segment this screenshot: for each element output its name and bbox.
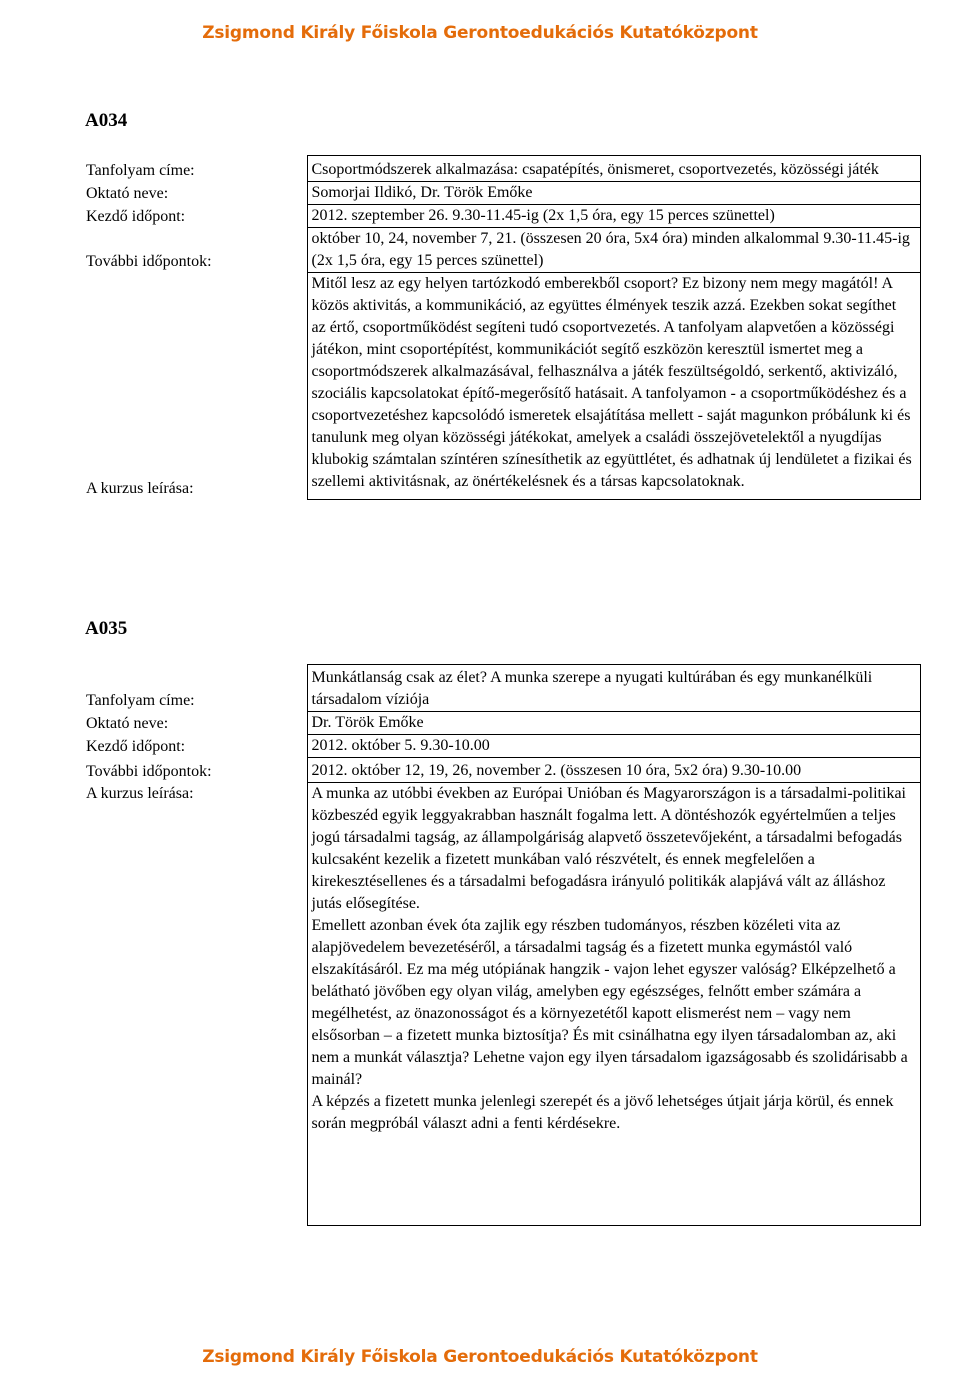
- course-title: Csoportmódszerek alkalmazása: csapatépítés, önismeret, csoportvezetés, közösségi játék: [307, 156, 920, 182]
- course-code: A034: [85, 110, 128, 131]
- field-label: Kezdő időpont:: [86, 207, 186, 225]
- table-row: [82, 156, 920, 182]
- table-row: [82, 783, 920, 1226]
- course-description: [307, 783, 920, 1226]
- table-row: [82, 712, 920, 735]
- table-row: [82, 228, 920, 273]
- course-description: Mitől lesz az egy helyen tartózkodó emberekből csoport? Ez bizony nem megy magától! A közös aktivitás, a kommunikáció, az együttes élmények teszik azzá. Ezekben sokat segíthet az értő, csoportműködést segíteni tudó csoportvezetés. A tanfolyam alapvetően a közösségi játékon, mint csoportépítést, kommunikációt segítő eszközön keresztül ismertet meg a csoportmódszerek alkalmazásával, felhasználva a játék feszültségoldó, serkentő, aktivizáló, szociális kapcsolatokat építő-megerősítő hatásait. A tanfolyamon - a csoportműködéshez és a csoportvezetéshez kapcsolódó ismeretek elsajátítása mellett - saját magunkon próbálunk ki és tanulunk meg olyan közösségi játékokat, amelyek a családi összejövetelektől a nyugdíjas klubokig számtalan színtéren színesíthetik az együttlétet, és adhatnak új lendületet a fizikai és szellemi aktivitásnak, az önértékelésnek és a társas kapcsolatoknak.: [307, 273, 920, 500]
- course-title: Munkátlanság csak az élet? A munka szerepe a nyugati kultúrában és egy munkanélküli társadalom víziója: [307, 665, 920, 712]
- field-label: Tanfolyam címe:: [86, 161, 195, 179]
- table-row: [82, 735, 920, 758]
- page-footer: Zsigmond Király Főiskola Gerontoedukációs Kutatóközpont: [202, 1347, 758, 1367]
- field-label: Tanfolyam címe:: [86, 691, 195, 709]
- table-row: [82, 273, 920, 500]
- course-code: A035: [85, 618, 128, 639]
- field-label: További időpontok:: [86, 252, 212, 270]
- description-paragraph: A munka az utóbbi években az Európai Unióban és Magyarországon is a társadalmi-politikai közbeszéd egyik leggyakrabban használt fogalma lett. A döntéshozók egyértelműen a teljes jogú társadalmi tagság, az állampolgáriság alapvető összetevőjeként, a társadalmi befogadás kulcsaként kezelik a fizetett munkában való részvételt, és ennek megfelelően a kirekesztésellenes és a társadalmi befogadásra irányuló politikák alapjává vált az álláshoz jutás elősegítése.: [311, 785, 906, 912]
- field-label: A kurzus leírása:: [86, 784, 194, 802]
- field-label: További időpontok:: [86, 762, 212, 780]
- page-header: Zsigmond Király Főiskola Gerontoedukációs Kutatóközpont: [202, 23, 758, 43]
- additional-dates: 2012. október 12, 19, 26, november 2. (összesen 10 óra, 5x2 óra) 9.30-10.00: [307, 758, 920, 783]
- course-table: [82, 664, 921, 1226]
- start-date: 2012. szeptember 26. 9.30-11.45-ig (2x 1,5 óra, egy 15 perces szünettel): [307, 205, 920, 228]
- table-row: [82, 665, 920, 712]
- start-date: 2012. október 5. 9.30-10.00: [307, 735, 920, 758]
- table-row: [82, 182, 920, 205]
- field-label: Oktató neve:: [86, 714, 169, 732]
- additional-dates: október 10, 24, november 7, 21. (összesen 20 óra, 5x4 óra) minden alkalommal 9.30-11.45-ig (2x 1,5 óra, egy 15 perces szünettel): [307, 228, 920, 273]
- description-paragraph: Emellett azonban évek óta zajlik egy részben tudományos, részben közéleti vita az alapjövedelem bevezetéséről, a társadalmi tagság és a fizetett munka egymástól való elszakításáról. Ez ma még utópiának hangzik - vajon lehet egyszer valóság? Elképzelhető a belátható jövőben egy olyan világ, amelyben egy egészséges, felnőtt ember számára a megélhetést, az önazonosságot és a környezetétől kapott elismerést nem – vagy nem elsősorban – a fizetett munka biztosítja? És mit csinálhatna egy ilyen társadalomban az, aki nem a munkát választja? Lehetne vajon egy ilyen társadalom igazságosabb és szolidárisabb a mainál?: [311, 917, 908, 1088]
- instructor-name: Dr. Török Emőke: [307, 712, 920, 735]
- table-row: [82, 205, 920, 228]
- instructor-name: Somorjai Ildikó, Dr. Török Emőke: [307, 182, 920, 205]
- field-label: Kezdő időpont:: [86, 737, 186, 755]
- field-label: Oktató neve:: [86, 184, 169, 202]
- description-paragraph: A képzés a fizetett munka jelenlegi szerepét és a jövő lehetséges útjait járja körül, és ennek során megpróbál választ adni a fenti kérdésekre.: [311, 1093, 894, 1132]
- table-row: [82, 758, 920, 783]
- course-table: [82, 155, 921, 500]
- field-label: A kurzus leírása:: [86, 479, 194, 497]
